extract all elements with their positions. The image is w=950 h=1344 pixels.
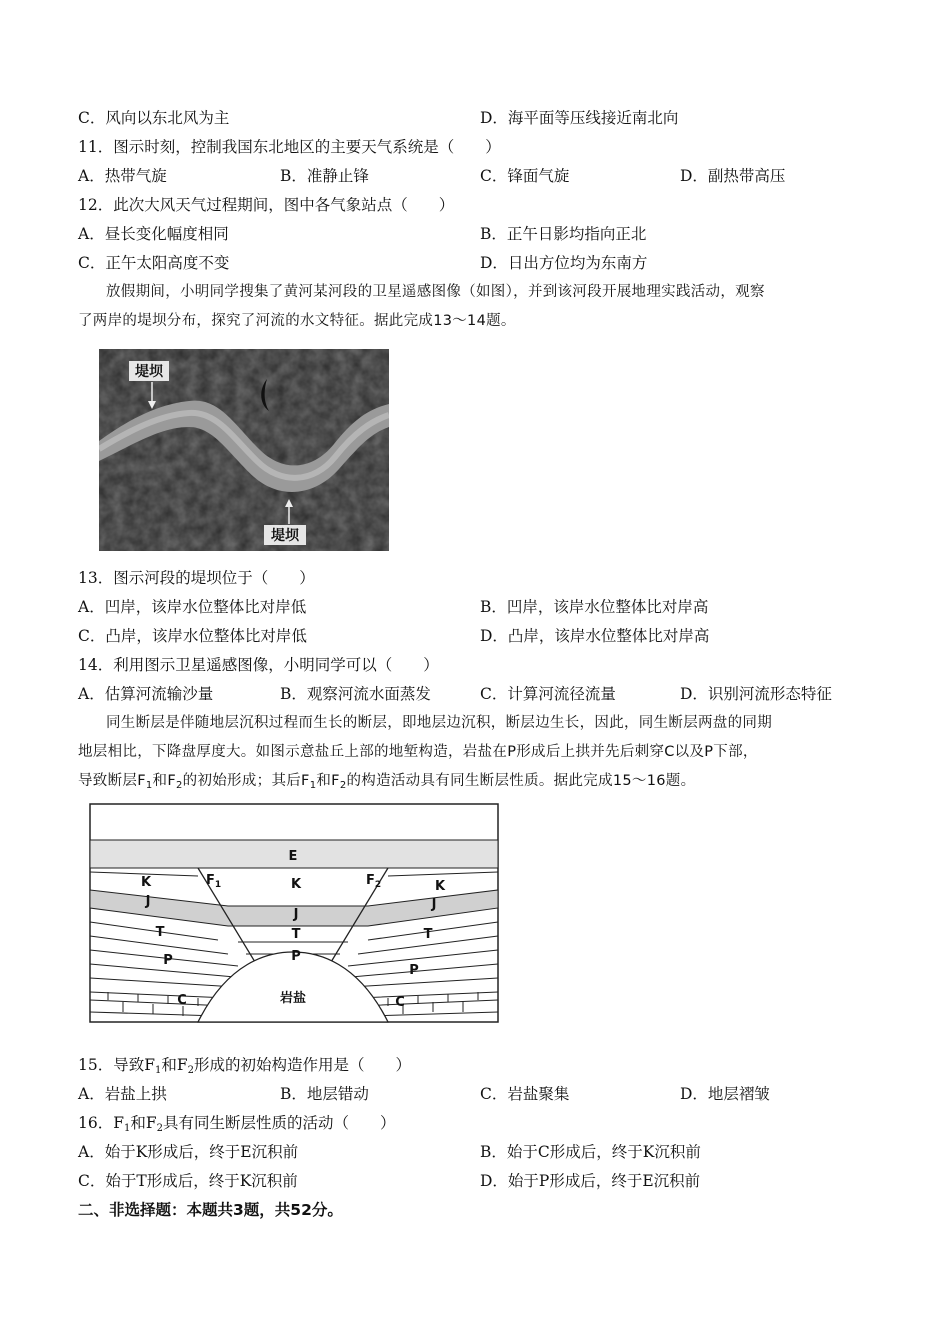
q15-option-d: D．地层褶皱 [680,1085,770,1103]
passage-fault-line1: 同生断层是伴随地层沉积过程而生长的断层，即地层边沉积，断层边生长，因此，同生断层两盘的同期 [106,715,772,731]
q16-option-d: D．始于P形成后，终于E沉积前 [480,1172,701,1190]
dam-label-top: 堤坝 [135,364,163,380]
q13-stem: 13．图示河段的堤坝位于（ ） [78,569,315,587]
label-J-left: J [145,894,151,909]
label-K-middle: K [290,877,302,892]
q13-option-b: B．凹岸，该岸水位整体比对岸高 [480,598,709,616]
q15-stem: 15．导致$F_1$和$F_2$形成的初始构造作用是（ ） [78,1056,412,1076]
q14-option-a: A．估算河流输沙量 [78,685,214,703]
q12-stem: 12．此次大风天气过程期间，图中各气象站点（ ） [78,196,455,214]
label-C-left: C [177,993,187,1008]
q12-option-b: B．正午日影均指向正北 [480,225,647,243]
q12-option-c: C．正午太阳高度不变 [78,254,230,272]
label-F1: $F_1$ [206,873,222,890]
label-P-left: P [163,953,173,968]
passage-river-line2: 了两岸的堤坝分布，探究了河流的水文特征。据此完成13～14题。 [78,313,516,329]
q12-option-a: A．昼长变化幅度相同 [78,225,229,243]
passage-river-line1: 放假期间，小明同学搜集了黄河某河段的卫星遥感图像（如图），并到该河段开展地理实践活动，观察 [106,284,765,300]
q10-option-c: C．风向以东北风为主 [78,109,230,127]
q11-option-b: B．准静止锋 [280,167,369,185]
q11-option-a: A．热带气旋 [78,167,167,185]
label-K-left: K [140,875,152,890]
q13-option-a: A．凹岸，该岸水位整体比对岸低 [78,598,307,616]
passage-river [78,278,878,336]
q12-option-d: D．日出方位均为东南方 [480,254,648,272]
q11-stem: 11．图示时刻，控制我国东北地区的主要天气系统是（ ） [78,138,501,156]
q13-option-c: C．凸岸，该岸水位整体比对岸低 [78,627,307,645]
label-P-middle: P [291,949,301,964]
q10-option-d: D．海平面等压线接近南北向 [480,109,679,127]
q16-stem: 16．$F_1$和$F_2$具有同生断层性质的活动（ ） [78,1114,396,1134]
q14-stem: 14．利用图示卫星遥感图像，小明同学可以（ ） [78,656,439,674]
q15-option-b: B．地层错动 [280,1085,369,1103]
passage-fault-line2: 地层相比，下降盘厚度大。如图示意盐丘上部的地堑构造，岩盐在P形成后上拱并先后刺穿C以及P下部， [78,744,758,760]
label-T-right: T [423,927,433,942]
label-F2: $F_2$ [366,873,382,890]
q14-option-d: D．识别河流形态特征 [680,685,832,703]
label-T-middle: T [291,927,301,942]
q16-option-b: B．始于C形成后，终于K沉积前 [480,1143,701,1161]
q11-option-d: D．副热带高压 [680,167,786,185]
q14-option-c: C．计算河流径流量 [480,685,616,703]
passage-fault [78,709,878,796]
q16-option-c: C．始于T形成后，终于K沉积前 [78,1172,298,1190]
salt-dome-cross-section [88,802,500,1024]
q15-option-c: C．岩盐聚集 [480,1085,570,1103]
q15-option-a: A．岩盐上拱 [78,1085,167,1103]
label-salt: 岩盐 [279,991,307,1006]
label-P-right: P [409,963,419,978]
label-J-middle: J [293,907,299,922]
label-J-right: J [431,897,437,912]
section-heading: 二、非选择题：本题共3题，共52分。 [78,1201,343,1219]
passage-fault-line3: 导致断层$F_1$和$F_2$的初始形成；其后$F_1$和$F_2$的构造活动具有同生断层性质。据此完成15～16题。 [78,773,696,791]
label-K-right: K [434,879,446,894]
label-C-right: C [395,995,405,1010]
satellite-image [99,349,389,551]
label-T-left: T [155,925,165,940]
q11-option-c: C．锋面气旋 [480,167,570,185]
q13-option-d: D．凸岸，该岸水位整体比对岸高 [480,627,710,645]
label-E: E [288,849,298,864]
q16-option-a: A．始于K形成后，终于E沉积前 [78,1143,299,1161]
q14-option-b: B．观察河流水面蒸发 [280,685,431,703]
dam-label-bottom: 堤坝 [271,528,299,544]
